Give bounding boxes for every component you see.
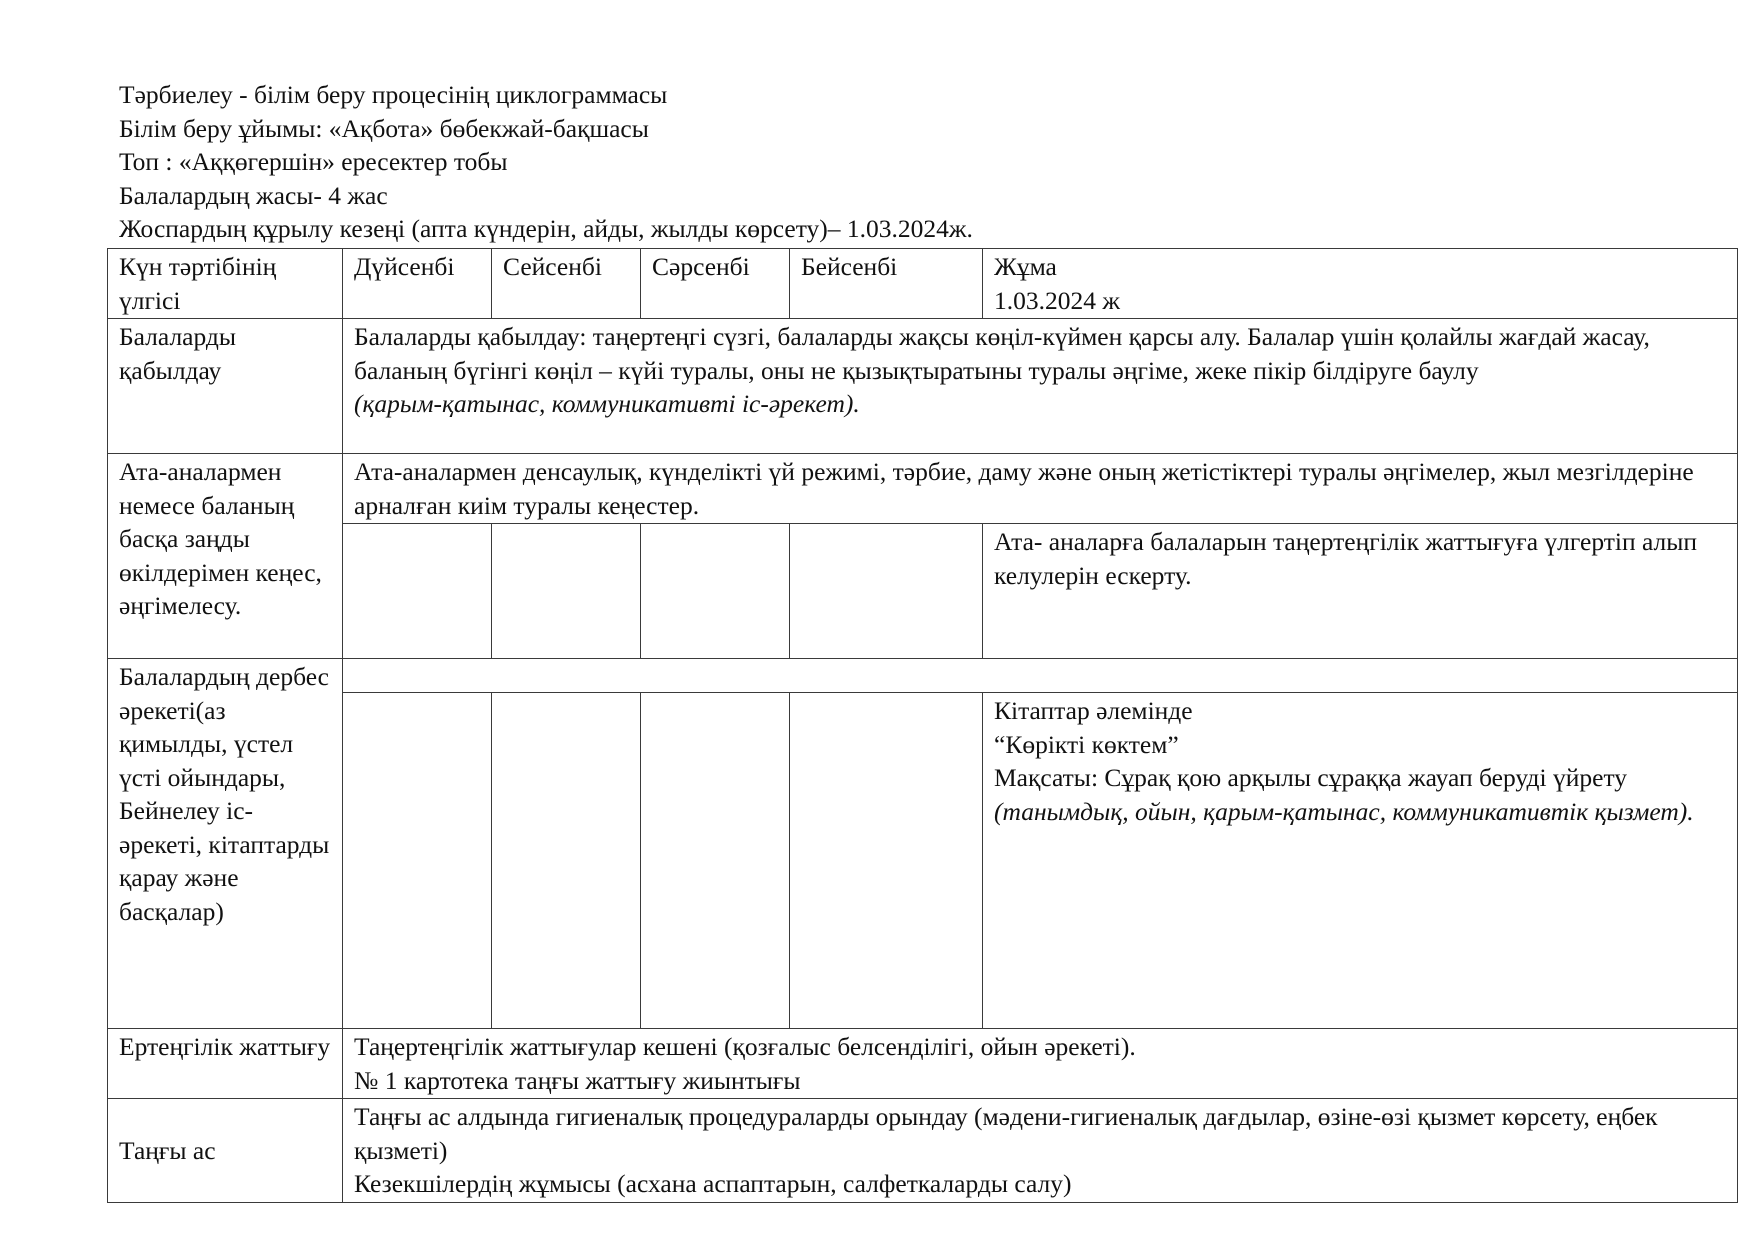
parents-friday-cell: Ата- аналарға балаларын таңертеңгілік жаттығуға үлгертіп алып келулерін ескерту. (983, 524, 1738, 659)
row-label-parents: Ата-аналармен немесе баланың басқа заңды өкілдерімен кеңес, әңгімелесу. (108, 454, 343, 659)
organization-line: Білім беру ұйымы: «Ақбота» бөбекжай-бақшасы (119, 113, 649, 143)
breakfast-line-2: Кезекшілердің жұмысы (асхана аспаптарын, салфеткаларды салу) (354, 1169, 1072, 1198)
exercise-line-1: Таңертеңгілік жаттығулар кешені (қозғалыс белсенділігі, ойын әрекеті). (354, 1032, 1136, 1061)
header-cell-monday: Дүйсенбі (343, 249, 492, 319)
table-row-activity (108, 659, 1738, 693)
table-row-activity-days (108, 693, 1738, 1029)
period-line: Жоспардың құрылу кезеңі (апта күндерін, айды, жылды көрсету)– 1.03.2024ж. (119, 214, 973, 243)
activity-tuesday-cell (492, 693, 641, 1029)
table-row-breakfast (108, 1099, 1738, 1203)
table-row-reception (108, 319, 1738, 454)
row-label-activity: Балалардың дербес әрекеті(аз қимылды, үстел үсті ойындары, Бейнелеу іс-әрекеті, кітаптарды қарау және басқалар) (108, 659, 343, 1029)
activity-friday-goal: Мақсаты: Сұрақ қою арқылы сұраққа жауап беруді үйрету (994, 763, 1628, 792)
friday-date: 1.03.2024 ж (994, 285, 1120, 315)
group-line: Топ : «Аққөгершін» ересектер тобы (119, 147, 508, 176)
table-header-row (108, 249, 1738, 319)
friday-label: Жұма (994, 252, 1057, 281)
row-label-breakfast: Таңғы ас (108, 1099, 343, 1203)
parents-monday-cell (343, 524, 492, 659)
reception-content (343, 319, 1738, 454)
reception-note: (қарым-қатынас, коммуникативті іс-әрекет). (354, 389, 860, 418)
parents-content: Ата-аналармен денсаулық, күнделікті үй режимі, тәрбие, даму және оның жетістіктері туралы әңгімелер, жыл мезгілдеріне арналған киім туралы кеңестер. (343, 454, 1738, 524)
row-label-reception: Балаларды қабылдау (108, 319, 343, 454)
activity-blank-cell (343, 659, 1738, 693)
activity-friday-cell (983, 693, 1738, 1029)
table-row-exercise (108, 1029, 1738, 1099)
parents-wednesday-cell (641, 524, 790, 659)
exercise-line-2: № 1 картотека таңғы жаттығу жиынтығы (354, 1065, 801, 1095)
reception-text: Балаларды қабылдау: таңертеңгі сүзгі, балаларды жақсы көңіл-күймен қарсы алу. Балалар үшін қолайлы жағдай жасау, баланың бүгінгі көңіл – күйі туралы, оны не қызықтыратыны туралы әңгіме, жеке пікір білдіруге баулу (354, 322, 1650, 385)
header-cell-thursday: Бейсенбі (790, 249, 983, 319)
activity-friday-note: (танымдық, ойын, қарым-қатынас, коммуникативтік қызмет). (994, 796, 1694, 826)
document-title: Тәрбиелеу - білім беру процесінің циклограммасы (119, 80, 668, 109)
parents-tuesday-cell (492, 524, 641, 659)
parents-thursday-cell (790, 524, 983, 659)
row-label-exercise: Ертеңгілік жаттығу (108, 1029, 343, 1099)
breakfast-content (343, 1099, 1738, 1203)
table-row-parents-days (108, 524, 1738, 659)
activity-thursday-cell (790, 693, 983, 1029)
document-header (119, 78, 973, 246)
age-line: Балалардың жасы- 4 жас (119, 180, 388, 210)
activity-friday-title: Кітаптар әлемінде (994, 696, 1193, 725)
activity-friday-subtitle: “Көрікті көктем” (994, 729, 1179, 759)
activity-wednesday-cell (641, 693, 790, 1029)
header-cell-wednesday: Сәрсенбі (641, 249, 790, 319)
table-row-parents (108, 454, 1738, 524)
header-cell-schedule: Күн тәртібінің үлгісі (108, 249, 343, 319)
header-cell-friday (983, 249, 1738, 319)
exercise-content (343, 1029, 1738, 1099)
schedule-table (107, 248, 1738, 1203)
activity-monday-cell (343, 693, 492, 1029)
breakfast-line-1: Таңғы ас алдында гигиеналық процедураларды орындау (мәдени-гигиеналық дағдылар, өзіне-өзі қызмет көрсету, еңбек қызметі) (354, 1102, 1658, 1165)
header-cell-tuesday: Сейсенбі (492, 249, 641, 319)
